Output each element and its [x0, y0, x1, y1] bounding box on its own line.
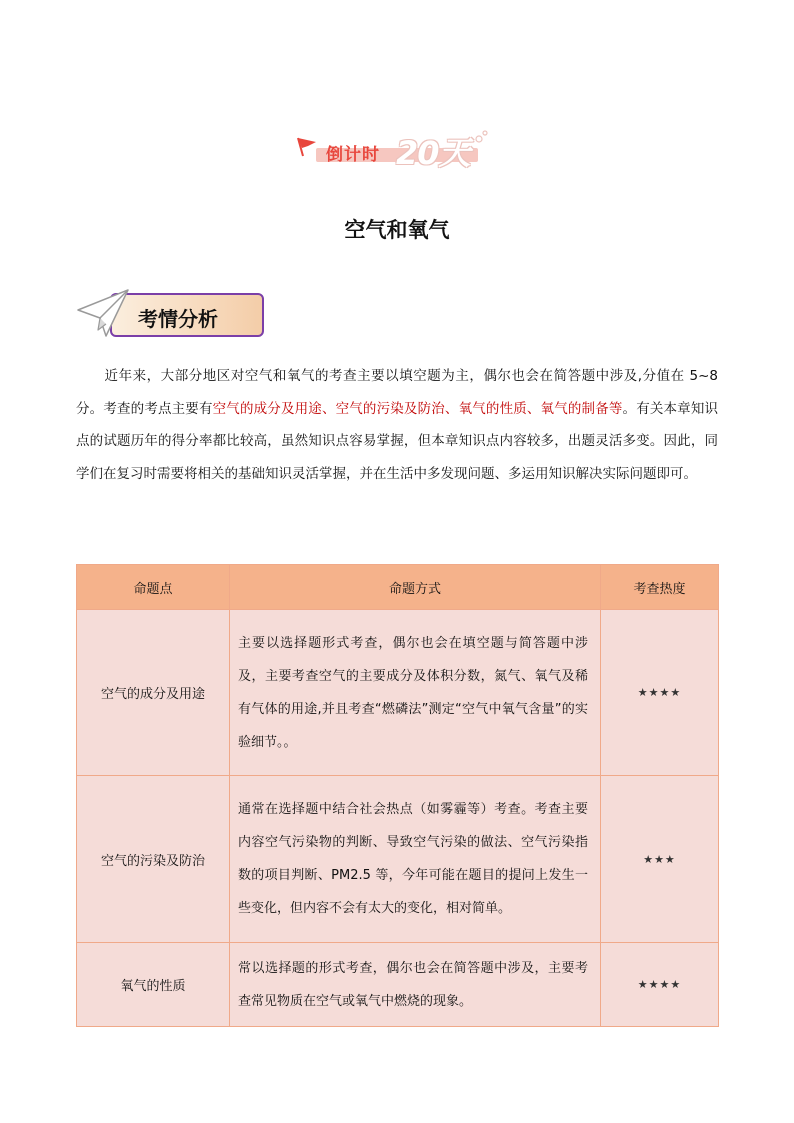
- table-row: [77, 610, 719, 776]
- method-cell: 常以选择题的形式考查，偶尔也会在简答题中涉及，主要考查常见物质在空气或氧气中燃烧的现象。: [230, 943, 601, 1027]
- intro-highlight: 空气的成分及用途、空气的污染及防治、氧气的性质、氧气的制备等: [212, 400, 623, 417]
- table-header-row: [77, 565, 719, 610]
- table-row: [77, 776, 719, 943]
- intro-paragraph: [76, 360, 718, 490]
- countdown-days: 20天: [396, 134, 470, 172]
- topic-cell: 空气的成分及用途: [77, 610, 230, 776]
- topic-cell: 空气的污染及防治: [77, 776, 230, 943]
- table-header-method: 命题方式: [230, 565, 601, 610]
- table-header-heat: 考查热度: [601, 565, 719, 610]
- intro-text-1: 近年来，大部分地区对空气和氧气的考查主要以填空题为主，偶尔也会在简答题中涉及,分值在 5~8 分。考查的考点主要有: [76, 368, 718, 417]
- intro-text-2: 。有关本章知识点的试题历年的得分率都比较高，虽然知识点容易掌握，但本章知识点内容较多，出题灵活多变。因此，同学们在复习时需要将相关的基础知识灵活掌握，并在生活中多发现问题、多运用知识解决实际问题即可。: [76, 400, 719, 482]
- table-row: [77, 943, 719, 1027]
- topic-cell: 氧气的性质: [77, 943, 230, 1027]
- section-title: 考情分析: [138, 307, 218, 331]
- section-header: [76, 288, 266, 340]
- paper-plane-icon: [76, 288, 132, 344]
- table-header-topic: 命题点: [77, 565, 230, 610]
- page-title: 空气和氧气: [344, 218, 450, 242]
- method-cell: 通常在选择题中结合社会热点（如雾霾等）考查。考查主要内容空气污染物的判断、导致空气污染的做法、空气污染指数的项目判断、PM2.5 等，今年可能在题目的提问上发生一些变化，但内容不会有太大的变化，相对简单。: [230, 776, 601, 943]
- heat-rating: ★★★: [601, 776, 719, 943]
- countdown-label: 倒计时: [326, 145, 380, 165]
- heat-rating: ★★★★: [601, 943, 719, 1027]
- exam-analysis-table: [76, 564, 719, 1027]
- heat-rating: ★★★★: [601, 610, 719, 776]
- countdown-banner: [294, 126, 494, 172]
- method-cell: 主要以选择题形式考查，偶尔也会在填空题与简答题中涉及，主要考查空气的主要成分及体积分数，氮气、氧气及稀有气体的用途,并且考查“燃磷法”测定“空气中氧气含量”的实验细节。。: [230, 610, 601, 776]
- bubbles-icon: [474, 128, 490, 148]
